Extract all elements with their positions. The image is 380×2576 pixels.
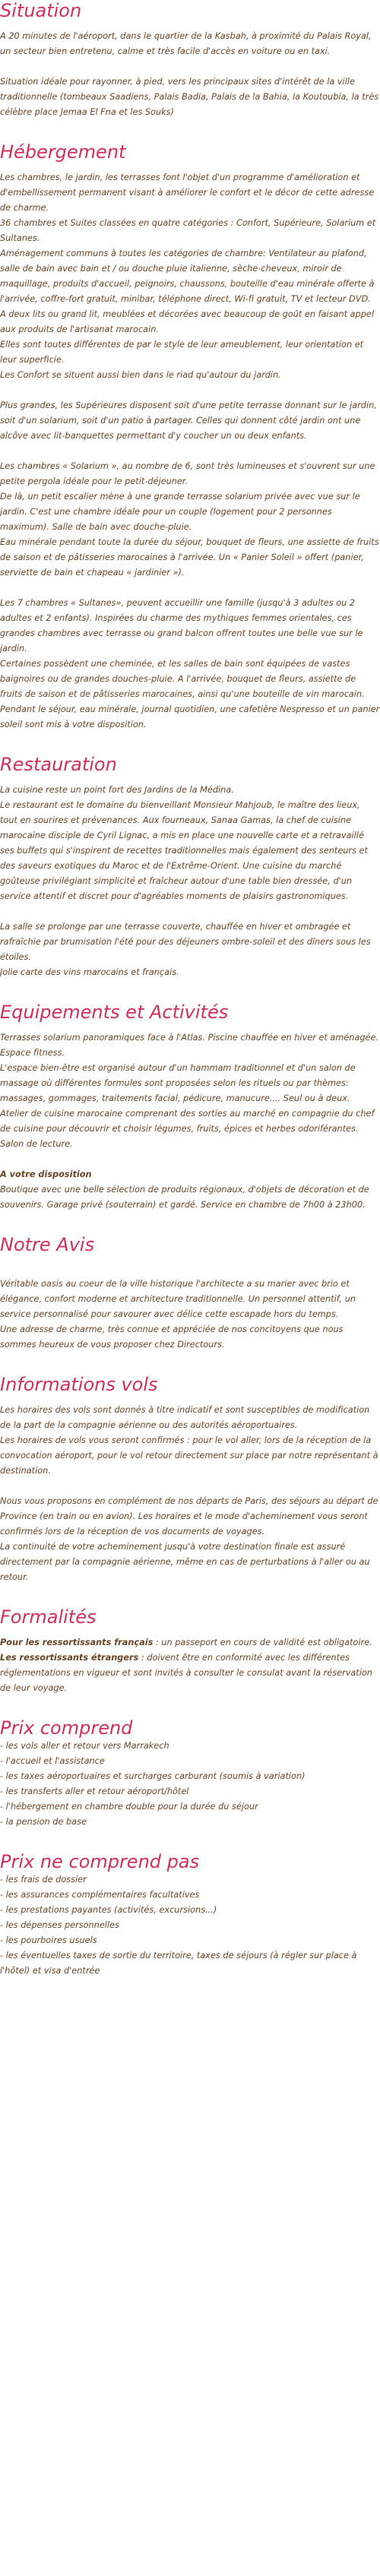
list-item: - les dépenses personnelles [0, 1920, 119, 1930]
vols-paragraph: Les horaires des vols sont donnés à titre indicatif et sont susceptibles de modification de la part de la compagnie aérienne ou des autorités aéroportuaires. Les horaires de vols vous seront confirmés : pour le vol aller, lors de la réception de la convocation aéroport, pour le vol retour directement sur place par notre représentant à destination. [0, 1405, 378, 1476]
vols-title: Informations vols [0, 1374, 158, 1395]
hebergement-title: Hébergement [0, 141, 126, 163]
hebergement-paragraph: Plus grandes, les Supérieures disposent soit d'une petite terrasse donnant sur le jardin, soit d'un solarium, soit d'un patio à partager. Celles qui donnent côté jardin ont une alcôve avec lit-banquettes permettant d'y coucher un ou deux enfants. [0, 400, 377, 441]
equipements-section [0, 1002, 380, 1213]
prix-comprend-list [0, 1739, 380, 1830]
formalites-etr-label: Les ressortissants étrangers [0, 1653, 139, 1663]
hebergement-section [0, 141, 380, 733]
prix-ne-comprend-section [0, 1851, 380, 1979]
situation-paragraph: A 20 minutes de l'aéroport, dans le quartier de la Kasbah, à proximité du Palais Royal, un secteur bien entretenu, calme et très facile d'accès en voiture ou en taxi. [0, 31, 372, 56]
avis-section [0, 1234, 380, 1353]
avis-title: Notre Avis [0, 1234, 95, 1255]
list-item: - les pourboires usuels [0, 1935, 97, 1945]
list-item: - les éventuelles taxes de sortie du territoire, taxes de séjours (à régler sur place à l'hôtel) et visa d'entrée [0, 1951, 357, 1976]
situation-title: Situation [0, 0, 82, 21]
list-item: - les prestations payantes (activités, excursions...) [0, 1905, 217, 1915]
hebergement-paragraph: Les chambres, le jardin, les terrasses font l'objet d'un programme d'amélioration et d'embellissement permanent visant à améliorer le confort et le décor de cette adresse de charme. 36 chambres et Suites classées en quatre catégories : Confort, Supérieure, Solarium et Sultanes. Aménagement communs à toutes les catégories de chambre: Ventilateur au plafond, salle de bain avec bain et / ou douche pluie italienne, sèche-cheveux, miroir de maquillage, produits d'accueil, peignoirs, chaussons, bouteille d'eau minérale offerte à l'arrivée, coffre-fort gratuit, minibar, téléphone direct, Wi-fi gratuit, TV et lecteur DVD. A deux lits ou grand lit, meublées et décorées avec beaucoup de goût en faisant appel aux produits de l'artisanat marocain. Elles sont toutes différentes de par le style de leur ameublement, leur orientation et leur superficie. Les Confort se situent aussi bien dans le riad qu'autour du jardin. [0, 172, 376, 380]
prix-ne-comprend-title: Prix ne comprend pas [0, 1851, 200, 1872]
restauration-title: Restauration [0, 754, 117, 775]
restauration-paragraph: La salle se prolonge par une terrasse couverte, chauffée en hiver et ombragée et rafraîchie par brumisation l'été pour des déjeuners ombre-soleil et des dîners sous les étoiles. Jolie carte des vins marocains et français. [0, 922, 371, 977]
situation-paragraph: Situation idéale pour rayonner, à pied, vers les principaux sites d'intérêt de la ville traditionnelle (tombeaux Saadiens, Palais Badia, Palais de la Bahia, la Koutoubia, la très célèbre place Jemaa El Fna et les Souks) [0, 77, 379, 117]
situation-section [0, 0, 380, 120]
vols-paragraph: Nous vous proposons en complément de nos départs de Paris, des séjours au départ de Province (en train ou en avion). Les horaires et le mode d'acheminement vous seront confirmés lors de la réception de vos documents de voyages. La continuité de votre acheminement jusqu'à votre destination finale est assuré directement par la compagnie aérienne, même en cas de perturbations à l'aller ou au retour. [0, 1496, 378, 1582]
prix-comprend-title: Prix comprend [0, 1717, 133, 1739]
list-item: - les assurances complémentaires facultatives [0, 1890, 200, 1900]
formalites-fr-text: : un passeport en cours de validité est obligatoire. [153, 1638, 372, 1647]
restauration-paragraph: La cuisine reste un point fort des Jardins de la Médina. Le restaurant est le domaine du bienveillant Monsieur Mahjoub, le maître des lieux, tout en sourires et prévenances. Aux fourneaux, Sanaa Gamas, la chef de cuisine marocaine disciple de Cyril Lignac, a mis en place une nouvelle carte et a retravaillé ses buffets qui s'inspirent de recettes traditionnelles mais également des senteurs et des saveurs exotiques du Maroc et de l'Extrême-Orient. Une cuisine du marché goûteuse privilégiant simplicité et fraîcheur autour d'une table bien dressée, d'un service attentif et discret pour d'agréables moments de plaisirs gastronomiques. [0, 785, 368, 901]
prix-comprend-section [0, 1717, 380, 1830]
hebergement-paragraph: Les chambres « Solarium », au nombre de 6, sont très lumineuses et s'ouvrent sur une petite pergola idéale pour le petit-déjeuner. De là, un petit escalier mène à une grande terrasse solarium privée avec vue sur le jardin. C'est une chambre idéale pour un couple (logement pour 2 personnes maximum). Salle de bain avec douche-pluie. Eau minérale pendant toute la durée du séjour, bouquet de fleurs, une assiette de fruits de saison et de pâtisseries marocaines à l'arrivée. Un « Panier Soleil » offert (panier, serviette de bain et chapeau « jardinier »). [0, 461, 379, 578]
list-item: - les vols aller et retour vers Marrakech [0, 1741, 169, 1751]
equipements-paragraph: Terrasses solarium panoramiques face à l'Atlas. Piscine chauffée en hiver et aménagée. Espace fitness. L'espace bien-être est organisé autour d'un hammam traditionnel et d'un salon de massage où différentes formules sont proposées selon les rituels ou par thèmes: massages, gommages, traitements facial, pédicure, manucure.... Seul ou à deux. Atelier de cuisine marocaine comprenant des sorties au marché en compagnie du chef de cuisine pour découvrir et choisir légumes, fruits, épices et herbes odoriférantes. Salon de lecture. [0, 1033, 379, 1149]
hebergement-paragraph: Les 7 chambres « Sultanes», peuvent accueillir une famille (jusqu'à 3 adultes ou 2 adultes et 2 enfants). Inspirées du charme des mythiques femmes orientales, ces grandes chambres avec terrasse ou grand balcon offrent toutes une belle vue sur le jardin. Certaines possèdent une cheminée, et les salles de bain sont équipées de vastes baignoires ou de grandes douches-pluie. A l'arrivée, bouquet de fleurs, assiette de fruits de saison et de pâtisseries marocaines, ainsi qu'une bouteille de vin marocain. Pendant le séjour, eau minérale, journal quotidien, une cafetière Nespresso et un panier soleil sont mis à votre disposition. [0, 598, 380, 729]
formalites-paragraph [0, 1635, 380, 1696]
formalites-etr-text: : doivent être en conformité avec les différentes réglementations en vigueur et sont invités à consulter le consulat avant la réservation de leur voyage. [0, 1653, 372, 1693]
vols-section [0, 1374, 380, 1585]
restauration-section [0, 754, 380, 980]
list-item: - les transferts aller et retour aéroport/hôtel [0, 1786, 189, 1796]
equipements-paragraph: Boutique avec une belle sélection de produits régionaux, d'objets de décoration et de souvenirs. Garage privé (souterrain) et gardé. Service en chambre de 7h00 à 23h00. [0, 1185, 369, 1210]
list-item: - l'hébergement en chambre double pour la durée du séjour [0, 1802, 258, 1812]
formalites-title: Formalités [0, 1606, 97, 1628]
list-item: - les frais de dossier [0, 1875, 87, 1885]
equipements-title: Equipements et Activités [0, 1002, 229, 1023]
list-item: - les taxes aéroportuaires et surcharges carburant (soumis à variation) [0, 1771, 306, 1781]
prix-ne-comprend-list [0, 1872, 380, 1979]
formalites-fr-label: Pour les ressortissants français [0, 1638, 154, 1647]
formalites-section [0, 1606, 380, 1696]
list-item: - la pension de base [0, 1817, 87, 1827]
avis-paragraph: Véritable oasis au coeur de la ville historique l'architecte a su marier avec brio et élégance, confort moderne et architecture traditionnelle. Un personnel attentif, un service personnalisé pour savourer avec délice cette escapade hors du temps. Une adresse de charme, très connue et appréciée de nos concitoyens que nous sommes heureux de vous proposer chez Directours. [0, 1279, 356, 1350]
equipements-disposition [0, 1167, 380, 1182]
list-item: - l'accueil et l'assistance [0, 1756, 105, 1766]
disposition-label: A votre disposition [0, 1169, 92, 1179]
